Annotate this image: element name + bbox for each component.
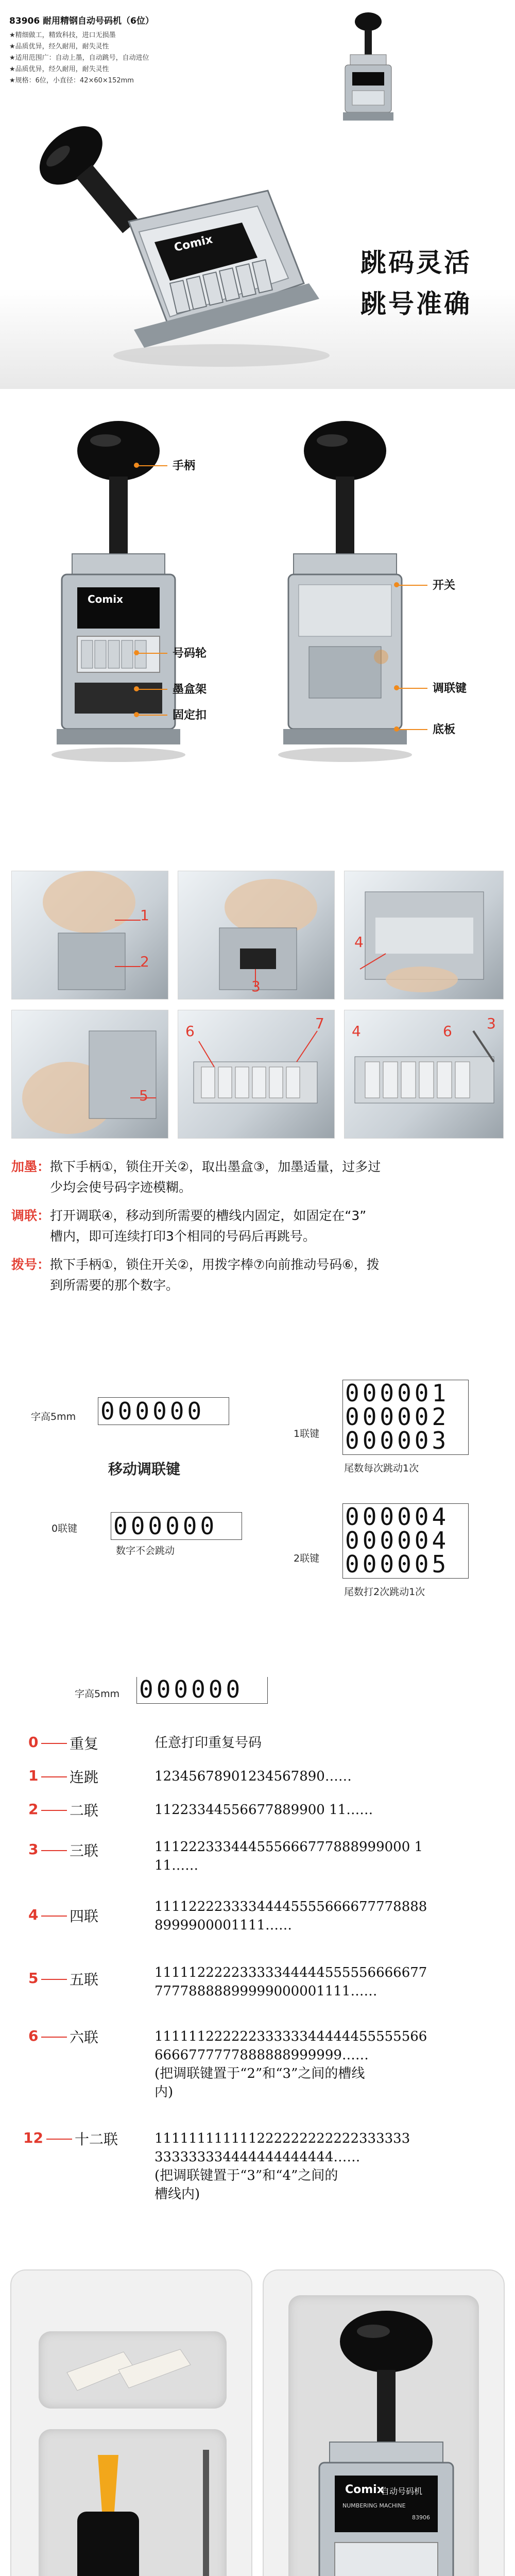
box-brand: Comix — [345, 2483, 384, 2496]
one-seq-3: 000003 — [345, 1427, 450, 1454]
repeat-num: 12 — [23, 2129, 43, 2146]
repeat-name: 重复 — [70, 1735, 99, 1752]
leader-line — [136, 653, 167, 654]
repeat-seq-line: 11112222333344445555666677778888 — [154, 1899, 427, 1914]
digit-frame — [136, 1677, 268, 1704]
digit-frame — [342, 1380, 469, 1455]
instruction-heading: 拨号： — [11, 1257, 50, 1272]
repeat-dash — [46, 2139, 72, 2140]
step-photo-art — [345, 871, 504, 999]
repeat-name: 连跳 — [70, 1769, 99, 1786]
repeat-num: 5 — [28, 1970, 39, 1987]
slogan-line-2: 跳号准确 — [360, 289, 472, 319]
repeat-num: 3 — [28, 1841, 39, 1858]
instruction-heading: 加墨： — [11, 1159, 50, 1174]
two-key-label: 2联键 — [294, 1553, 320, 1564]
label-ink-holder: 墨盒架 — [173, 683, 207, 696]
instruction-dial — [11, 1255, 506, 1296]
parts-section — [0, 389, 515, 845]
repeat-seq-line: 槽线内) — [154, 2187, 200, 2202]
repeat-name: 二联 — [70, 1802, 99, 1819]
leader-line — [136, 465, 167, 466]
instruction-text: 揿下手柄①，锁住开关②，用拨字棒⑦向前推动号码⑥，拨 — [50, 1257, 380, 1272]
repeat-seq-line: (把调联键置于“2”和“3”之间的槽线 — [154, 2066, 365, 2081]
spec-item: ★品质优异，经久耐用，耐失灵性 — [9, 43, 109, 50]
leader-line — [397, 688, 427, 689]
repeat-dash — [41, 1776, 67, 1777]
one-seq-1: 000001 — [345, 1379, 450, 1407]
one-caption: 尾数每次跳动1次 — [344, 1463, 419, 1474]
hero-logo: Comix — [173, 233, 214, 255]
repeat-dash — [41, 1743, 67, 1744]
zero-key-label: 0联键 — [52, 1523, 78, 1534]
link-key-section — [0, 1370, 515, 1677]
step-number: 2 — [140, 953, 149, 970]
spec-item: ★品质优异，经久耐用，耐失灵性 — [9, 65, 109, 73]
step-photo-art — [12, 871, 168, 999]
instruction-link-adjust — [11, 1206, 506, 1247]
one-key-label: 1联键 — [294, 1428, 320, 1439]
step-number: 5 — [139, 1087, 148, 1104]
repeat-dash — [41, 2037, 67, 2038]
two-caption: 尾数打2次跳动1次 — [344, 1586, 425, 1598]
digits-top: 000000 — [100, 1397, 205, 1425]
product-thumbnail — [330, 10, 407, 129]
ink-bottle-image — [57, 2450, 160, 2576]
label-link-key: 调联键 — [433, 682, 467, 695]
repeat-seq-line: 11111122222233333344444455555566 — [154, 2029, 427, 2044]
font-height-label: 字高5mm — [75, 1688, 120, 1700]
repeat-dash — [41, 1810, 67, 1811]
leader-dot — [134, 712, 139, 717]
repeat-seq-line: 11111222223333344444555556666677 — [154, 1965, 427, 1980]
leader-line — [397, 585, 427, 586]
leader-dot — [134, 686, 139, 691]
front-logo: Comix — [88, 593, 124, 605]
step-number: 4 — [354, 934, 364, 951]
instruction-heading: 调联： — [11, 1208, 50, 1223]
two-seq-3: 000005 — [345, 1550, 450, 1578]
product-title: 83906 耐用精钢自动号码机（6位） — [9, 16, 154, 26]
instruction-text: 揿下手柄①，锁住开关②，取出墨盒③，加墨适量，过多过 — [50, 1159, 381, 1174]
step-number: 7 — [315, 1015, 324, 1032]
leader-dot — [134, 463, 139, 468]
hero-machine-image — [0, 113, 330, 381]
spec-list — [9, 30, 149, 87]
digits-zero: 000000 — [113, 1512, 218, 1540]
step-photo-art — [345, 1010, 504, 1139]
step-photo-1 — [11, 871, 168, 999]
label-base-plate: 底板 — [433, 723, 456, 736]
repeat-table-section — [0, 1677, 515, 2264]
instruction-text: 到所需要的那个数字。 — [50, 1278, 179, 1293]
label-switch: 开关 — [433, 579, 456, 592]
step-number: 6 — [185, 1023, 195, 1040]
repeat-seq-line: 6666777777888888999999…… — [154, 2047, 369, 2063]
repeat-seq-line: 333333334444444444444…… — [154, 2149, 360, 2165]
box-subtitle: NUMBERING MACHINE — [342, 2502, 406, 2509]
stylus-image — [196, 2439, 216, 2576]
step-number: 3 — [487, 1015, 496, 1032]
repeat-num: 6 — [28, 2027, 39, 2044]
zero-caption: 数字不会跳动 — [116, 1545, 175, 1556]
repeat-name: 五联 — [70, 1971, 99, 1988]
spec-item: ★精细做工，精致科技，进口无损墨 — [9, 31, 116, 39]
repeat-seq-line: 77778888899999000001111…… — [154, 1984, 377, 1999]
box-model: 83906 — [412, 2514, 430, 2521]
repeat-seq-line: 12345678901234567890…… — [154, 1769, 352, 1784]
repeat-seq-line: 8999900001111…… — [154, 1918, 293, 1933]
repeat-seq-line: (把调联键置于“3”和“4”之间的 — [154, 2168, 338, 2183]
repeat-seq-line: 111111111111222222222222333333 — [154, 2131, 410, 2146]
repeat-dash — [41, 1916, 67, 1917]
step-photo-art — [178, 1010, 335, 1139]
instruction-add-ink — [11, 1157, 506, 1198]
link-key-title: 移动调联键 — [108, 1461, 181, 1478]
instruction-text: 少均会使号码字迹模糊。 — [50, 1180, 192, 1195]
repeat-dash — [41, 1979, 67, 1980]
boxed-machine-image — [299, 2306, 474, 2576]
digit-frame — [111, 1512, 242, 1540]
step-photo-4 — [11, 1010, 168, 1139]
steps-section — [0, 845, 515, 1370]
instruction-text: 打开调联④，移动到所需要的槽线内固定，如固定在“3” — [50, 1208, 367, 1223]
hero-section — [0, 0, 515, 389]
step-number: 1 — [140, 907, 149, 924]
repeat-name: 六联 — [70, 2029, 99, 2046]
repeat-name: 三联 — [70, 1842, 99, 1859]
repeat-seq-line: 11…… — [154, 1858, 199, 1873]
repeat-num: 1 — [28, 1767, 39, 1784]
step-photo-5 — [178, 1010, 335, 1139]
two-seq-2: 000004 — [345, 1527, 450, 1554]
step-number: 3 — [251, 978, 261, 995]
one-seq-2: 000002 — [345, 1403, 450, 1431]
repeat-num: 0 — [28, 1734, 39, 1751]
slogan-line-1: 跳码灵活 — [360, 248, 472, 278]
step-number: 4 — [352, 1023, 361, 1040]
spec-item: ★规格：6位，小直径：42×60×152mm — [9, 77, 134, 84]
step-photo-art — [12, 1010, 168, 1139]
font-height-label: 字高5mm — [31, 1411, 76, 1422]
repeat-seq-line: 111222333444555666777888999000 1 — [154, 1839, 423, 1855]
repeat-name: 四联 — [70, 1908, 99, 1925]
repeat-num: 4 — [28, 1906, 39, 1923]
repeat-seq-line: 任意打印重复号码 — [154, 1735, 262, 1751]
leader-line — [136, 715, 167, 716]
step-photo-3 — [344, 871, 504, 999]
spec-item: ★适用范围广：自动上墨，自动跳号，自动进位 — [9, 54, 149, 62]
label-handle: 手柄 — [173, 460, 196, 472]
repeat-seq-line: 11223344556677889900 11…… — [154, 1802, 373, 1818]
step-number: 6 — [443, 1023, 452, 1040]
front-machine-image — [52, 415, 185, 796]
two-seq-1: 000004 — [345, 1503, 450, 1531]
instruction-text: 槽内，即可连续打印3个相同的号码后再跳号。 — [50, 1229, 316, 1244]
step-photo-6 — [344, 1010, 504, 1139]
digit-frame — [98, 1397, 229, 1425]
digit-frame — [342, 1503, 469, 1579]
box-title: 自动号码机 — [381, 2486, 423, 2496]
label-number-wheel: 号码轮 — [173, 647, 207, 660]
leader-line — [397, 729, 427, 730]
leader-line — [136, 689, 167, 690]
spare-pads-image — [62, 2342, 196, 2398]
digits-sample: 000000 — [139, 1677, 244, 1703]
label-fixing-clip: 固定扣 — [173, 709, 207, 722]
repeat-seq-line: 内) — [154, 2084, 174, 2100]
repeat-num: 2 — [28, 1801, 39, 1818]
repeat-dash — [41, 1850, 67, 1851]
packaging-section — [0, 2264, 515, 2576]
leader-dot — [134, 650, 139, 655]
side-machine-image — [278, 415, 412, 796]
repeat-name: 十二联 — [75, 2131, 118, 2148]
